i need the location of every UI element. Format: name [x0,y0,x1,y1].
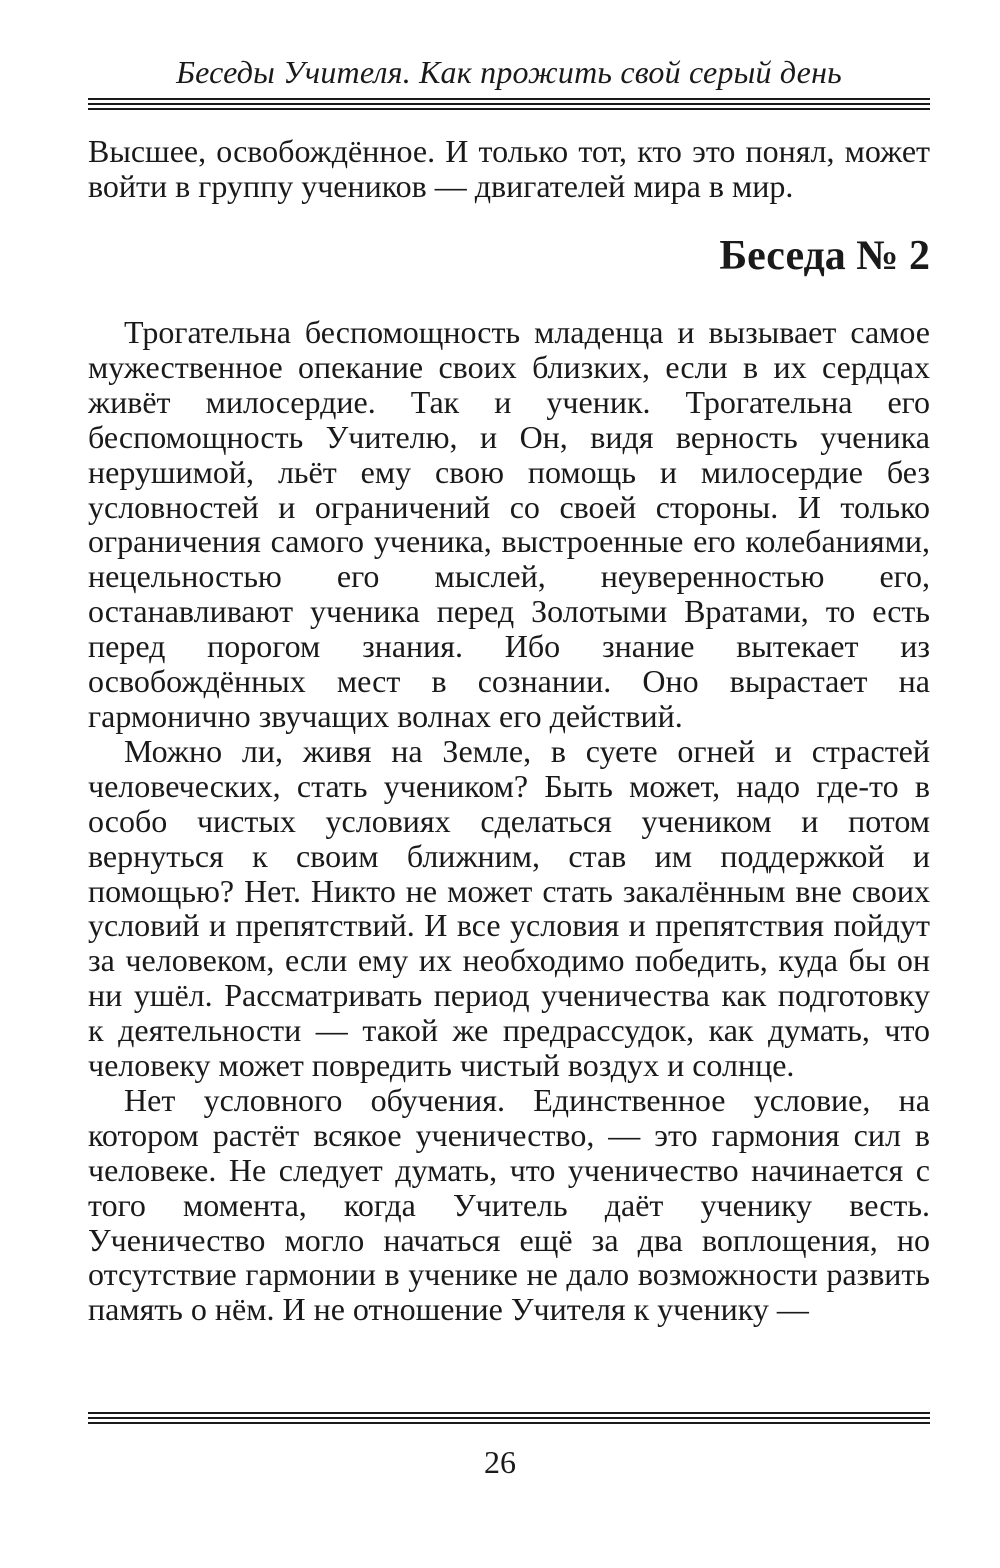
opening-paragraph: Высшее, освобождённое. И только тот, кто это понял, может войти в группу учеников — двигателей мира в мир. [88,133,930,204]
paragraph: Трогательна беспомощность младенца и вызывает самое мужественное опекание своих близких, если в их сердцах живёт милосердие. Так и ученик. Трогательна его беспомощность Учителю, и Он, видя верность ученика нерушимой, льёт ему свою помощь и милосердие без условностей и ограничений со своей стороны. И только ограничения самого ученика, выстроенные его колебаниями, нецельностью его мыслей, неуверенностью его, останавливают ученика перед Золотыми Вратами, то есть перед порогом знания. Ибо знание вытекает из освобождённых мест в сознании. Оно вырастает на гармонично звучащих волнах его действий. [88,314,930,734]
running-head: Беседы Учителя. Как прожить свой серый день [176,54,842,90]
footer-rule [88,1412,930,1424]
paragraph: Можно ли, живя на Земле, в суете огней и страстей человеческих, стать учеником? Быть может, надо где-то в особо чистых условиях сделаться учеником и потом вернуться к своим ближним, став им поддержкой и помощью? Нет. Никто не может стать закалённым вне своих условий и препятствий. И все условия и препятствия пойдут за человеком, если ему их необходимо победить, куда бы он ни ушёл. Рассматривать период ученичества как подготовку к деятельности — такой же предрассудок, как думать, что человеку может повредить чистый воздух и солнце. [88,732,930,1084]
paragraph: Нет условного обучения. Единственное условие, на котором растёт всякое ученичество, — это гармония сил в человеке. Не следует думать, что ученичество начинается с того момента, когда Учитель даёт ученику весть. Ученичество могло начаться ещё за два воплощения, но отсутствие гармонии в ученике не дало возможности развить память о нём. И не отношение Учителя к ученику — [88,1081,930,1328]
opening-paragraph-block [88,134,930,204]
header-rule [88,98,930,110]
page-number: 26 [484,1444,516,1480]
body-text [88,315,930,1327]
section-heading: Беседа № 2 [719,233,930,279]
